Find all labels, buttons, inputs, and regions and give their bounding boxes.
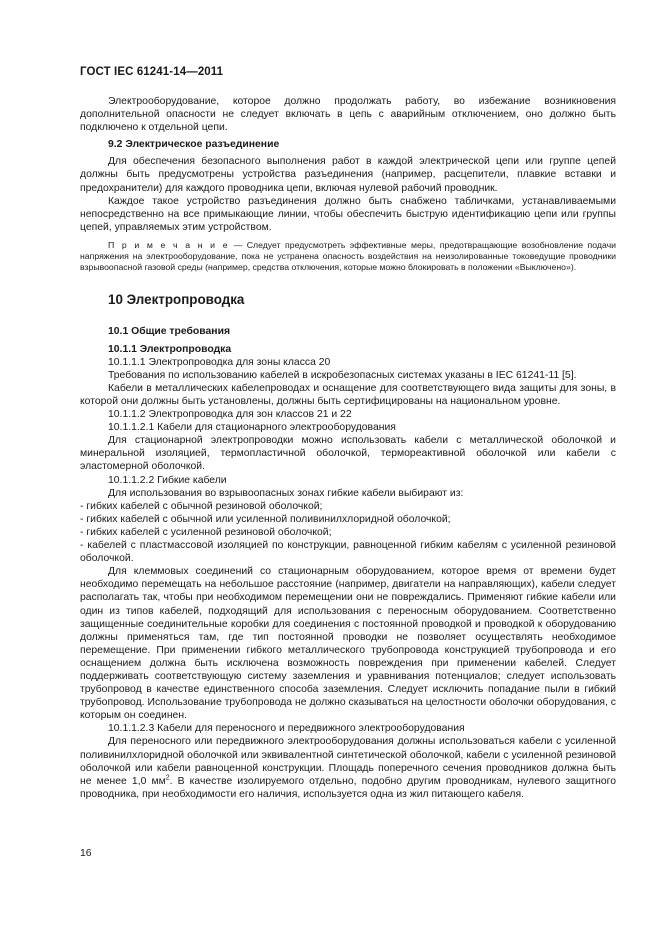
note-text: — Следует предусмотреть эффективные меры, предотвращающие возобновление подачи напряжения на электрооборудование, пока не устранена опасность воздействия на неизолированные токоведущие проводники взрывоопасной газовой среды (например, средства отключения, которые можно блокировать в положении «Выключено»). [80, 239, 616, 273]
section-10-heading: 10 Электропроводка [108, 291, 245, 307]
document-body [80, 95, 616, 801]
list-item: - гибких кабелей с обычной или усиленной поливинилхлоридной оболочкой; [80, 513, 451, 525]
section-10-1-1-2-2-heading: 10.1.1.2.2 Гибкие кабели [108, 474, 227, 486]
list-item: - гибких кабелей с усиленной резиновой оболочкой; [80, 526, 332, 538]
section-10-1-1-heading: 10.1.1 Электропроводка [108, 343, 232, 355]
paragraph-portable-part-1: Для переносного или передвижного электрооборудования должны использоваться кабели с усиленной поливинилхлоридной оболочкой или эквивалентной синтетической оболочкой, кабели с усиленной резиновой оболочкой или кабели равноценной конструкции. Площадь поперечного сечения проводников должна быть не менее 1,0 мм [80, 736, 616, 787]
section-9-2-paragraph-2: Каждое такое устройство разъединения должно быть снабжено табличками, устанавливаемыми непосредственно на все примыкающие линии, чтобы обеспечить быструю идентификацию цепи или группы цепей, управляемых этим устройством. [80, 195, 616, 233]
note-label: П р и м е ч а н и е [108, 239, 230, 250]
section-10-1-1-2-1-heading: 10.1.1.2.1 Кабели для стационарного электрооборудования [108, 422, 396, 434]
paragraph-flexible-cables: Для использования во взрывоопасных зонах гибкие кабели выбирают из: [108, 487, 464, 499]
intro-paragraph: Электрооборудование, которое должно продолжать работу, во избежание возникновения дополнительной опасности не следует включать в цепь с аварийным отключением, оно должно быть подключено к отдельной цепи. [80, 96, 616, 134]
paragraph-portable-part-2: . В качестве изолируемого отдельно, подобно другим проводникам, нулевого защитного проводника, при необходимости его наличия, используется одна из жил питающего кабеля. [80, 775, 616, 800]
section-10-1-1-2-3-heading: 10.1.1.2.3 Кабели для переносного и передвижного электрооборудования [108, 723, 465, 735]
superscript-2: 2 [165, 774, 170, 782]
document-header: ГОСТ IEC 61241-14—2011 [80, 66, 224, 78]
list-item: - кабелей с пластмассовой изоляцией по конструкции, равноценной гибким кабелям с усиленной резиновой оболочкой. [80, 540, 616, 565]
list-item: - гибких кабелей с обычной резиновой оболочкой; [80, 500, 323, 512]
section-10-1-1-2-heading: 10.1.1.2 Электропроводка для зон классов 21 и 22 [108, 409, 352, 421]
paragraph-portable-equipment [80, 735, 616, 800]
paragraph-fixed-wiring: Для стационарной электропроводки можно использовать кабели с металлической оболочкой и минеральной изоляцией, термопластичной оболочкой, термореактивной оболочкой или кабели с эластомерной оболочкой. [80, 435, 616, 473]
section-9-2-paragraph-1: Для обеспечения безопасного выполнения работ в каждой электрической цепи или группе цепей должны быть предусмотрены устройства разъединения (например, расцепители, плавкие вставки и предохранители) для каждого проводника цепи, включая нулевой рабочий проводник. [80, 156, 616, 194]
section-9-2-heading: 9.2 Электрическое разъединение [108, 139, 280, 151]
note-paragraph [80, 240, 616, 274]
page-number: 16 [80, 848, 92, 859]
paragraph-intrinsic-safety: Требования по использованию кабелей в искробезопасных системах указаны в IEC 61241-11 [5]. [108, 369, 577, 381]
section-10-1-1-1-heading: 10.1.1.1 Электропроводка для зоны класса 20 [108, 356, 331, 368]
paragraph-metal-conduits: Кабели в металлических кабелепроводах и оснащение для соответствующего вида защиты для зоны, в которой они должны быть установлены, должны быть сертифицированы на национальном уровне. [80, 382, 616, 408]
paragraph-terminal-connections: Для клеммовых соединений со стационарным оборудованием, которое время от времени будет необходимо перемещать на небольшое расстояние (например, двигатели на направляющих), кабели следует располагать так, чтобы при необходимом перемещении они не повреждались. Применяют гибкие кабели или один из типов кабелей, подходящий для использования с переносным оборудованием. Соответственно защищенные соединительные коробки для соединения с постоянной проводкой и проводкой к оборудованию должны применяться там, где тип постоянной проводки не позволяет осуществлять необходимое перемещение. При применении гибкого металлического трубопровода конструкцией трубопровода и его оснащением должна быть исключена возможность повреждения при применении кабелей. Следует поддерживать соответствующую систему заземления и уравнивания потенциалов; следует использовать трубопровод в качестве единственного способа заземления. Следует исключить попадание пыли в гибкий трубопровод. Использование трубопровода не должно сказываться на целостности оболочки оборудования, с которым он соединен. [80, 566, 616, 722]
section-10-1-heading: 10.1 Общие требования [108, 325, 231, 337]
